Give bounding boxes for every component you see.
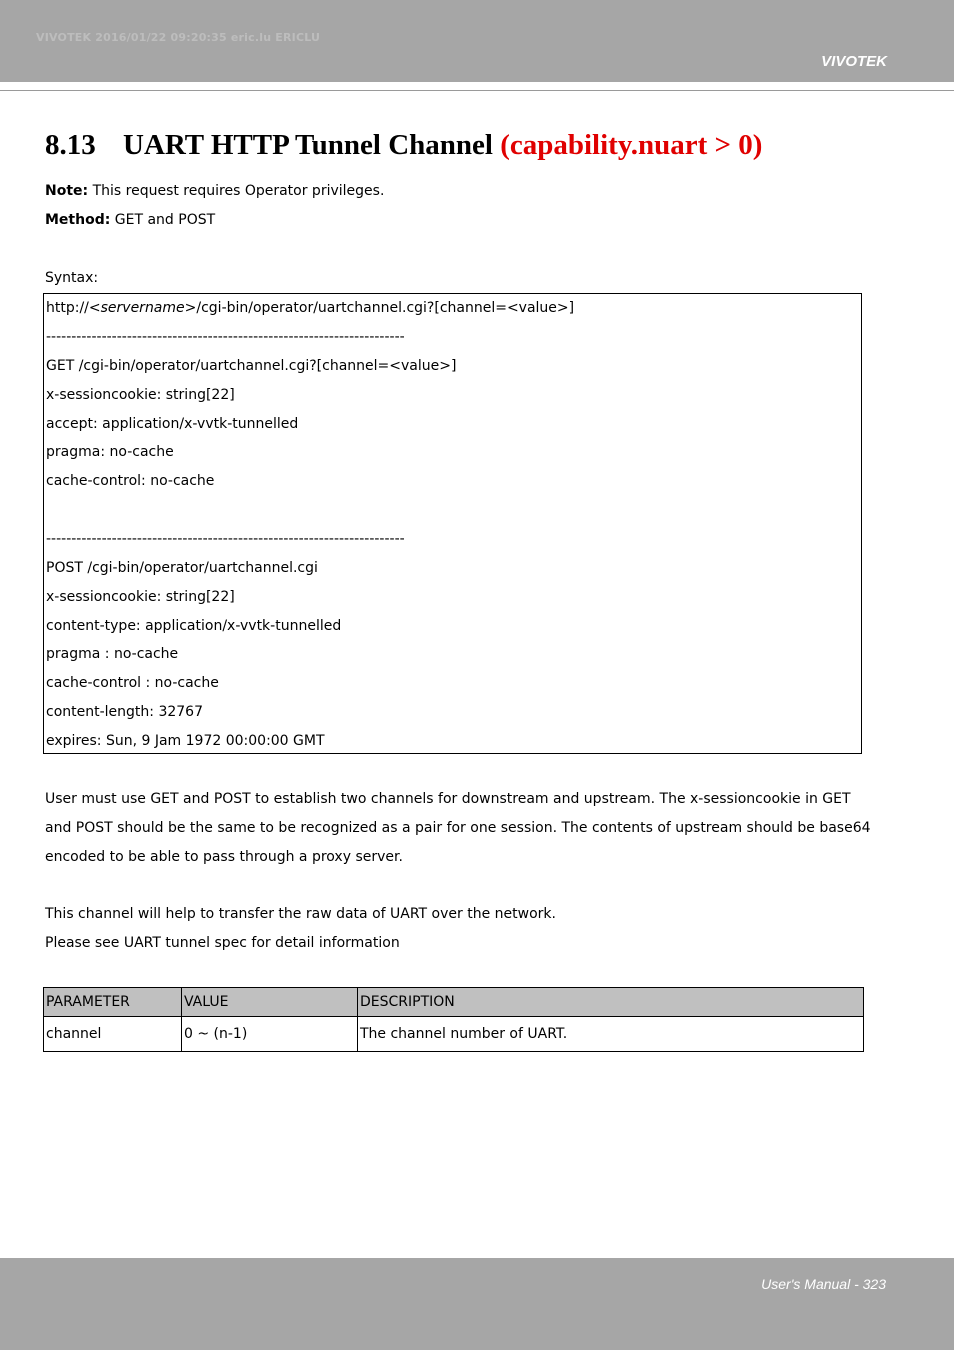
syntax-post-header: content-length: 32767 (46, 704, 203, 720)
note-line (45, 181, 384, 201)
syntax-url-line (46, 298, 574, 318)
syntax-separator: ----------------------------------------------------------------------- (46, 531, 405, 547)
header-divider (0, 90, 954, 91)
syntax-post-header: content-type: application/x-vvtk-tunnelled (46, 618, 342, 634)
cell-value: 0 ~ (n-1) (182, 1017, 358, 1052)
description-line: Please see UART tunnel spec for detail information (45, 935, 400, 951)
brand-logo-text: VIVOTEK (821, 53, 887, 70)
description-line: This channel will help to transfer the raw data of UART over the network. (45, 906, 556, 922)
syntax-post-header: cache-control : no-cache (46, 675, 219, 691)
syntax-post-header: pragma : no-cache (46, 646, 179, 662)
syntax-get-header: x-sessioncookie: string[22] (46, 387, 235, 403)
header-watermark: VIVOTEK 2016/01/22 09:20:35 eric.lu ERICLU (36, 31, 321, 44)
syntax-separator: ----------------------------------------------------------------------- (46, 329, 405, 345)
section-title (45, 129, 762, 162)
syntax-get-header: accept: application/x-vvtk-tunnelled (46, 416, 299, 432)
syntax-post-request: POST /cgi-bin/operator/uartchannel.cgi (46, 560, 318, 576)
syntax-get-request: GET /cgi-bin/operator/uartchannel.cgi?[channel=<value>] (46, 358, 457, 374)
page-header (0, 0, 954, 82)
syntax-url-suffix: /cgi-bin/operator/uartchannel.cgi?[channel=<value>] (196, 300, 575, 316)
method-line (45, 210, 215, 230)
note-text: This request requires Operator privileges. (92, 183, 385, 199)
syntax-label: Syntax: (45, 270, 99, 286)
table-row (44, 1017, 864, 1052)
page-number: User's Manual - 323 (761, 1276, 886, 1292)
syntax-url-prefix: http:// (46, 300, 89, 316)
method-label: Method: (45, 212, 111, 228)
section-number: 8.13 (45, 129, 96, 161)
parameter-table (43, 987, 864, 1052)
description-paragraph: User must use GET and POST to establish two channels for downstream and upstream. The x-sessioncookie in GET and POST should be the same to be recognized as a pair for one session. The contents of upstream should be base64 encoded to be able to pass through a proxy server. (45, 791, 871, 865)
page-footer (0, 1258, 954, 1350)
syntax-url-server: <servername> (88, 300, 197, 316)
method-text: GET and POST (114, 212, 216, 228)
syntax-post-header: expires: Sun, 9 Jam 1972 00:00:00 GMT (46, 733, 325, 749)
syntax-post-header: x-sessioncookie: string[22] (46, 589, 235, 605)
syntax-box (43, 293, 862, 754)
syntax-get-header: cache-control: no-cache (46, 473, 215, 489)
cell-description: The channel number of UART. (358, 1017, 864, 1052)
note-label: Note: (45, 183, 89, 199)
section-title-text: UART HTTP Tunnel Channel (123, 129, 493, 161)
section-capability: (capability.nuart > 0) (500, 129, 763, 161)
column-header-parameter: PARAMETER (44, 988, 182, 1017)
syntax-get-header: pragma: no-cache (46, 444, 174, 460)
table-header-row (44, 988, 864, 1017)
cell-parameter: channel (44, 1017, 182, 1052)
column-header-description: DESCRIPTION (358, 988, 864, 1017)
column-header-value: VALUE (182, 988, 358, 1017)
